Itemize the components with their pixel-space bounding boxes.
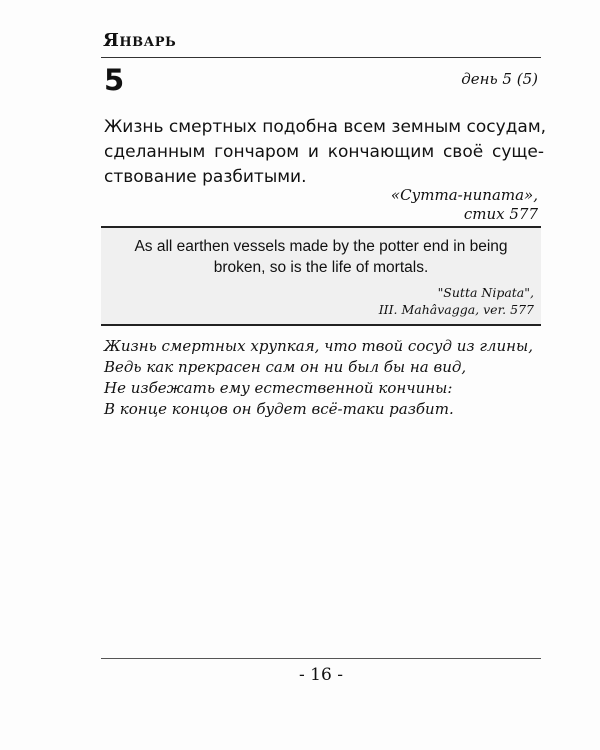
poem-line: Жизнь смертных хрупкая, что твой сосуд из глины, [104, 337, 534, 355]
russian-source-verse: стих 577 [463, 205, 538, 223]
english-quote-source [379, 284, 534, 318]
footer-divider [101, 658, 541, 659]
poem [104, 336, 533, 420]
russian-quote-line: сделанным гончаром и кончающим своё суще- [104, 142, 544, 162]
russian-quote [104, 115, 547, 190]
russian-source-title: «Сутта-нипата», [390, 186, 538, 204]
english-quote-line: As all earthen vessels made by the potter end in being [134, 238, 508, 255]
poem-line: Не избежать ему естественной кончины: [104, 379, 453, 397]
header-divider [101, 57, 541, 58]
english-quote [101, 236, 541, 278]
russian-quote-source [391, 186, 538, 224]
month-heading: Январь [103, 30, 177, 51]
day-label: день 5 (5) [461, 70, 538, 88]
russian-quote-line: ствование разбитыми. [104, 167, 307, 187]
poem-line: Ведь как прекрасен сам он ни был бы на вид, [104, 358, 467, 376]
page-number: - 16 - [299, 665, 343, 685]
english-source-title: "Sutta Nipata", [437, 285, 534, 300]
day-number: 5 [104, 63, 125, 97]
poem-line: В конце концов он будет всё-таки разбит. [104, 400, 454, 418]
english-quote-line: broken, so is the life of mortals. [213, 259, 429, 276]
english-source-verse: III. Mahâvagga, ver. 577 [378, 302, 534, 317]
quote-divider-bottom [101, 324, 541, 326]
russian-quote-line: Жизнь смертных подобна всем земным сосудам, [104, 117, 547, 137]
